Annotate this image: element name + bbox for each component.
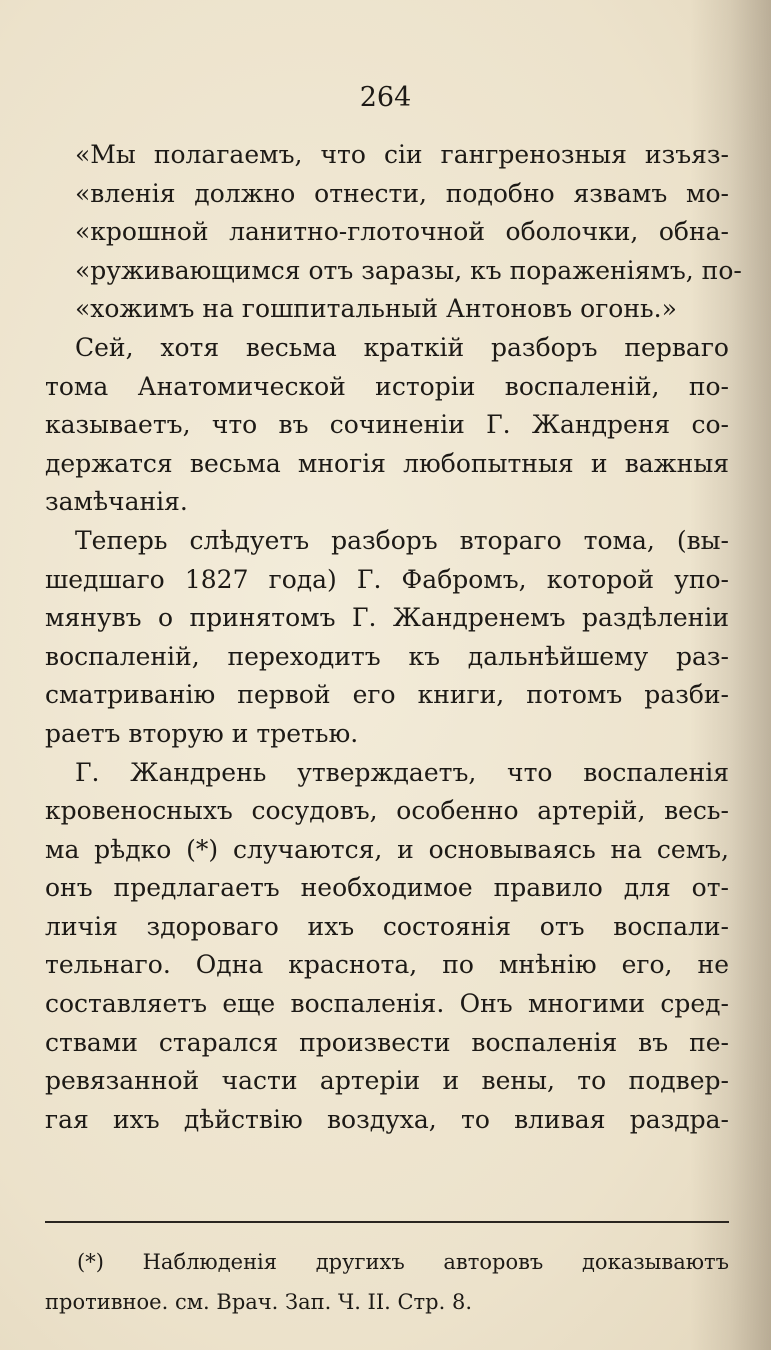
page-number: 264 <box>359 82 412 113</box>
text-line: ма рѣдко (*) случаются, и основываясь на семъ, <box>45 834 729 864</box>
text-line: держатся весьма многія любопытныя и важныя <box>45 448 729 478</box>
text-line: сматриванію первой его книги, потомъ разби- <box>45 680 729 710</box>
text-line: гая ихъ дѣйствію воздуха, то вливая раздра- <box>45 1104 729 1134</box>
text-line: воспаленій, переходитъ къ дальнѣйшему раз- <box>45 641 729 671</box>
text-line: казываетъ, что въ сочиненіи Г. Жандреня со- <box>45 410 729 440</box>
footnote-divider <box>45 1221 729 1223</box>
text-line: онъ предлагаетъ необходимое правило для от- <box>45 873 729 903</box>
footnote <box>45 1242 729 1322</box>
text-line: «вленія должно отнести, подобно язвамъ мо- <box>75 178 729 208</box>
text-line: составляетъ еще воспаленія. Онъ многими сред- <box>45 989 729 1019</box>
footnote-line: противное. см. Врач. Зап. Ч. II. Стр. 8. <box>45 1290 473 1314</box>
text-line: шедшаго 1827 года) Г. Фабромъ, которой упо- <box>45 564 729 594</box>
text-line: «Мы полагаемъ, что сіи гангренозныя изъяз- <box>75 140 729 169</box>
text-line: личія здороваго ихъ состоянія отъ воспали- <box>45 911 729 941</box>
text-line: ствами старался произвести воспаленія въ пе- <box>45 1027 729 1057</box>
text-line: Г. Жандрень утверждаетъ, что воспаленія <box>75 757 729 787</box>
text-line: замѣчанія. <box>45 487 188 517</box>
text-line: «руживающимся отъ заразы, къ пораженіямъ, по- <box>75 255 742 285</box>
text-line: тельнаго. Одна краснота, по мнѣнію его, не <box>45 950 729 980</box>
text-line: тома Анатомической исторіи воспаленій, по- <box>45 371 729 401</box>
text-line: кровеносныхъ сосудовъ, особенно артерій, весь- <box>45 796 729 826</box>
text-line: Теперь слѣдуетъ разборъ втораго тома, (вы- <box>75 525 729 555</box>
text-line: ревязанной части артеріи и вены, то подвер- <box>45 1066 729 1096</box>
main-text <box>45 136 742 1139</box>
footnote-line: (*) Наблюденія другихъ авторовъ доказываютъ <box>77 1250 729 1274</box>
text-line: мянувъ о принятомъ Г. Жандренемъ раздѣленіи <box>45 603 729 633</box>
text-line: раетъ вторую и третью. <box>45 718 359 748</box>
text-line: «крошной ланитно-глоточной оболочки, обна- <box>75 217 729 247</box>
text-line: Сей, хотя весьма краткій разборъ перваго <box>75 332 729 362</box>
text-line: «хожимъ на гошпитальный Антоновъ огонь.» <box>75 294 677 324</box>
